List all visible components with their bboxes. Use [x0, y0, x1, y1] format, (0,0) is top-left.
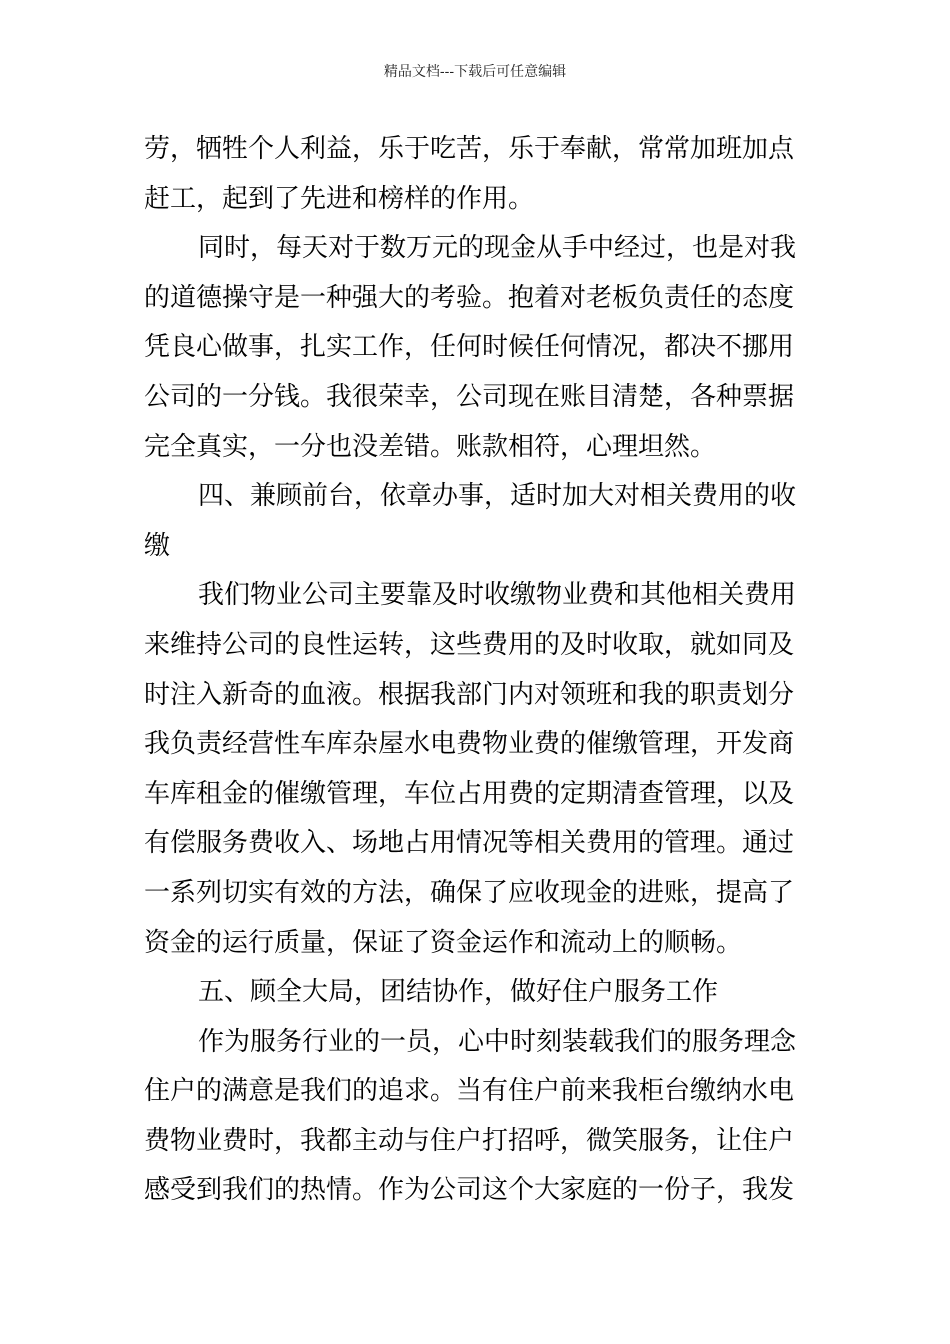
text-line: 资金的运行质量，保证了资金运作和流动上的顺畅。 [144, 927, 743, 958]
text-line: 时注入新奇的血液。根据我部门内对领班和我的职责划分 [144, 679, 795, 710]
document-body [144, 125, 808, 1216]
text-line: 劳，牺牲个人利益，乐于吃苦，乐于奉献，常常加班加点 [144, 134, 795, 164]
paragraph-start-line: 作为服务行业的一员，心中时刻装载我们的服务理念 [198, 1026, 797, 1057]
section-heading-line: 四、兼顾前台，依章办事，适时加大对相关费用的收 [198, 481, 797, 512]
text-line: 公司的一分钱。我很荣幸，公司现在账目清楚，各种票据 [144, 381, 795, 412]
text-line: 我负责经营性车库杂屋水电费物业费的催缴管理，开发商 [144, 729, 795, 760]
text-line: 的道德操守是一种强大的考验。抱着对老板负责任的态度 [144, 282, 795, 313]
text-line: 费物业费时，我都主动与住户打招呼，微笑服务，让住户 [144, 1125, 795, 1156]
page-header: 精品文档---下载后可任意编辑 [383, 64, 567, 80]
section-heading-line: 五、顾全大局，团结协作，做好住户服务工作 [198, 977, 719, 1008]
section-heading-line: 缴 [144, 530, 171, 561]
text-line: 凭良心做事，扎实工作，任何时候任何情况，都决不挪用 [144, 332, 795, 363]
paragraph-start-line: 我们物业公司主要靠及时收缴物业费和其他相关费用 [198, 580, 797, 611]
text-line: 有偿服务费收入、场地占用情况等相关费用的管理。通过 [144, 828, 795, 859]
text-line: 赶工，起到了先进和榜样的作用。 [144, 183, 535, 214]
text-line: 住户的满意是我们的追求。当有住户前来我柜台缴纳水电 [144, 1076, 795, 1107]
text-line: 感受到我们的热情。作为公司这个大家庭的一份子，我发 [144, 1175, 795, 1206]
text-line: 车库租金的催缴管理，车位占用费的定期清查管理，以及 [144, 778, 795, 809]
paragraph-start-line: 同时，每天对于数万元的现金从手中经过，也是对我 [198, 233, 797, 264]
text-line: 来维持公司的良性运转，这些费用的及时收取，就如同及 [144, 629, 795, 660]
text-line: 一系列切实有效的方法，确保了应收现金的进账，提高了 [144, 877, 795, 908]
text-line: 完全真实，一分也没差错。账款相符，心理坦然。 [144, 431, 717, 462]
